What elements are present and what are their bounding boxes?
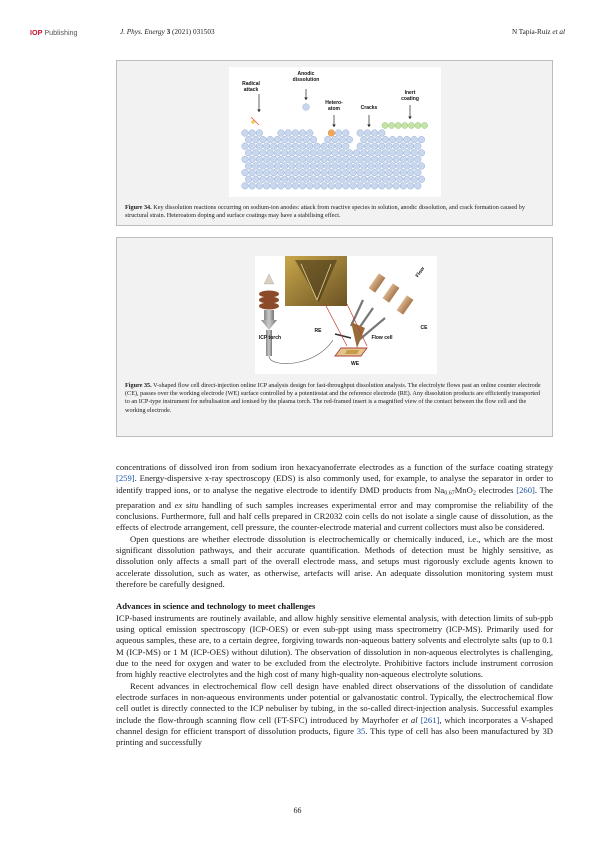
coating-atom bbox=[382, 123, 388, 129]
lattice-atom bbox=[314, 143, 321, 150]
lattice-atom bbox=[371, 169, 378, 176]
running-author: N Tapia-Ruiz et al bbox=[511, 28, 565, 36]
lattice-atom bbox=[335, 156, 342, 163]
lattice-atom bbox=[332, 136, 339, 143]
arrow-radical-head bbox=[257, 110, 261, 113]
running-header bbox=[30, 28, 565, 38]
lattice-atom bbox=[289, 136, 296, 143]
lattice-atom bbox=[389, 150, 396, 157]
lattice-atom bbox=[407, 143, 414, 150]
lattice-atom bbox=[299, 143, 306, 150]
coating-atom bbox=[415, 123, 421, 129]
lattice-atom bbox=[253, 150, 260, 157]
lattice-atom bbox=[292, 130, 299, 137]
label-ce: CE bbox=[420, 325, 428, 331]
lattice-atom bbox=[296, 163, 303, 170]
lattice-atom bbox=[289, 176, 296, 183]
lattice-atom bbox=[335, 130, 342, 137]
lattice-atom bbox=[404, 176, 411, 183]
lattice-atom bbox=[364, 183, 371, 190]
working-electrode-icon bbox=[335, 348, 367, 356]
lattice-atom bbox=[364, 169, 371, 176]
lattice-atom bbox=[245, 163, 252, 170]
arrow-heteroatom-head bbox=[332, 125, 336, 128]
lattice-atom bbox=[418, 150, 425, 157]
lattice-atom bbox=[357, 183, 364, 190]
lattice-atom bbox=[418, 176, 425, 183]
lattice-atom bbox=[253, 163, 260, 170]
lattice-atom bbox=[285, 130, 292, 137]
lattice-atom bbox=[278, 156, 285, 163]
lattice-atom bbox=[249, 183, 256, 190]
dissolved-atom bbox=[303, 104, 310, 111]
label-we: WE bbox=[350, 361, 360, 367]
lattice-atom bbox=[343, 143, 350, 150]
label-radical-attack: Radical attack bbox=[242, 81, 260, 93]
lattice-atom bbox=[299, 183, 306, 190]
lattice-atom bbox=[382, 176, 389, 183]
lattice-atom bbox=[249, 130, 256, 137]
lattice-atom bbox=[296, 176, 303, 183]
lattice-atom bbox=[267, 136, 274, 143]
lattice-atom bbox=[245, 150, 252, 157]
lattice-atom bbox=[393, 156, 400, 163]
lattice-atom bbox=[353, 163, 360, 170]
lattice-atom bbox=[353, 176, 360, 183]
lattice-atom bbox=[379, 183, 386, 190]
lattice-atom bbox=[350, 169, 357, 176]
label-flow-cell: Flow cell bbox=[371, 335, 393, 341]
lattice-atom bbox=[260, 150, 267, 157]
lattice-atom bbox=[346, 150, 353, 157]
lattice-atom bbox=[253, 176, 260, 183]
citation-260[interactable]: [260] bbox=[516, 484, 535, 495]
lattice-atom bbox=[339, 176, 346, 183]
lattice-atom bbox=[253, 136, 260, 143]
paragraph-3: ICP-based instruments are routinely available, and allow highly sensitive elemental analysis, with detection limits of sub-ppb using optical emission spectroscopy (ICP-OES) or even sub-ppt using mass spectrometry (ICP-MS). Primarily used for aqueous samples, these are, to a certain degree, forgiving towards non-aqueous battery solvents and electrolyte salts (up to 0.1 M (ICP-MS) or 1 M (ICP-OES) without dilution). The observation of dissolution in non-aqueous electrolytes is challenging, due to the need for oxygen and water to be excluded from the electrolyte. Prohibitive factors include instrument corrosion from highly reactive electrolytes and the high cost of many high-quality non-aqueous electrolyte solutions. bbox=[116, 612, 553, 680]
icp-torch-icon bbox=[259, 274, 279, 356]
lattice-atom bbox=[339, 163, 346, 170]
lattice-atom bbox=[350, 183, 357, 190]
lattice-atom bbox=[332, 176, 339, 183]
lattice-atom bbox=[299, 130, 306, 137]
lattice-atom bbox=[281, 176, 288, 183]
lattice-atom bbox=[339, 150, 346, 157]
lattice-atom bbox=[281, 150, 288, 157]
lattice-atom bbox=[368, 136, 375, 143]
lattice-atom bbox=[411, 136, 418, 143]
lattice-atom bbox=[256, 169, 263, 176]
lattice-atom bbox=[407, 183, 414, 190]
lattice-atom bbox=[375, 136, 382, 143]
lattice-atom bbox=[263, 156, 270, 163]
lattice-atom bbox=[307, 156, 314, 163]
lattice-atom bbox=[368, 150, 375, 157]
lattice-atom bbox=[361, 176, 368, 183]
arrow-coating-head bbox=[408, 117, 412, 120]
lattice-atom bbox=[314, 156, 321, 163]
lattice-atom bbox=[256, 183, 263, 190]
lattice-atom bbox=[382, 163, 389, 170]
lattice-atom bbox=[285, 183, 292, 190]
lattice-atom bbox=[278, 183, 285, 190]
lattice-atom bbox=[242, 183, 249, 190]
lattice-atom bbox=[364, 156, 371, 163]
lattice-atom bbox=[400, 183, 407, 190]
lattice-atom bbox=[389, 163, 396, 170]
paragraph-2: Open questions are whether electrode dissolution is electrochemically or chemically induced, i.e., which are the most significant dissolution pathways, and their accurate quantification. Methods of detection must be highly sensitive, as dissolution only affects a small part of the overall electrode mass, and setups must rigorously exclude agents known to accelerate dissolution, such as water, as otherwise, artefacts will arise. An adequate dissolution monitoring system must therefore be carefully designed. bbox=[116, 533, 553, 589]
lattice-atom bbox=[400, 169, 407, 176]
coating-atom bbox=[402, 123, 408, 129]
lattice-atom bbox=[289, 150, 296, 157]
lattice-atom bbox=[242, 130, 249, 137]
lattice-atom bbox=[281, 136, 288, 143]
lattice-atom bbox=[303, 176, 310, 183]
lattice-atom bbox=[350, 156, 357, 163]
lattice-atom bbox=[343, 156, 350, 163]
lattice-atom bbox=[339, 136, 346, 143]
lattice-atom bbox=[346, 163, 353, 170]
lattice-atom bbox=[343, 130, 350, 137]
lattice-atom bbox=[299, 156, 306, 163]
figure-34-caption: Figure 34. Key dissolution reactions occurring on sodium-ion anodes: attack from reactive species in solution, anodic dissolution, and crack formation caused by structural strain. Heteroatom doping and surface coatings may have a stabilising effect. bbox=[125, 204, 525, 220]
lattice-atom bbox=[343, 169, 350, 176]
lattice-atom bbox=[379, 169, 386, 176]
lattice-atom bbox=[411, 176, 418, 183]
lattice-atom bbox=[256, 130, 263, 137]
lattice-atom bbox=[407, 156, 414, 163]
paragraph-4: Recent advances in electrochemical flow cell design have enabled direct observations of the dissolution of candidate electrode surfaces in non-aqueous environments under potential or galvanostatic control. Typically, the electrochemical flow cell outlet is directly connected to the ICP nebuliser by tubing, in the so-called direct-injection analysis. Successful examples include the flow-through scanning flow cell (FT-SFC) introduced by Mayrhofer et al [261], which incorporates a V-shaped channel design for efficient transport of dissolution products, figure 35. This type of cell has also been manufactured by 3D printing and successfully bbox=[116, 680, 553, 748]
lattice-atom bbox=[285, 169, 292, 176]
lattice-atom bbox=[397, 176, 404, 183]
lattice-atom bbox=[400, 143, 407, 150]
lattice-atom bbox=[296, 150, 303, 157]
lattice-atom bbox=[386, 169, 393, 176]
lattice-atom bbox=[310, 176, 317, 183]
lattice-atom bbox=[335, 183, 342, 190]
lattice-atom bbox=[415, 183, 422, 190]
lattice-atom bbox=[371, 130, 378, 137]
lattice-atom bbox=[389, 176, 396, 183]
figure-34 bbox=[116, 60, 553, 226]
lattice-atom bbox=[328, 169, 335, 176]
lattice-atom bbox=[386, 183, 393, 190]
lattice-atom bbox=[368, 163, 375, 170]
lattice-atom bbox=[274, 136, 281, 143]
lattice-atom bbox=[245, 176, 252, 183]
publisher-logo: IOP Publishing bbox=[30, 28, 78, 37]
lattice-atom bbox=[382, 136, 389, 143]
lattice-atom bbox=[263, 183, 270, 190]
lattice-atom bbox=[271, 183, 278, 190]
lattice-atom bbox=[364, 143, 371, 150]
citation-259[interactable]: [259] bbox=[116, 473, 135, 484]
lattice-atom bbox=[375, 163, 382, 170]
coating-atom bbox=[389, 123, 395, 129]
figure-34-illustration bbox=[229, 67, 441, 197]
lattice-atom bbox=[274, 163, 281, 170]
lattice-atom bbox=[271, 169, 278, 176]
lattice-atom bbox=[267, 150, 274, 157]
lattice-atom bbox=[242, 143, 249, 150]
lattice-atom bbox=[404, 150, 411, 157]
lattice-atom bbox=[278, 169, 285, 176]
lattice-atom bbox=[335, 169, 342, 176]
lattice-atom bbox=[393, 183, 400, 190]
lattice-atom bbox=[328, 143, 335, 150]
lattice-atom bbox=[242, 169, 249, 176]
lattice-atom bbox=[418, 163, 425, 170]
lattice-atom bbox=[411, 163, 418, 170]
lattice-atom bbox=[397, 136, 404, 143]
lattice-atom bbox=[357, 169, 364, 176]
lattice-atom bbox=[271, 143, 278, 150]
lattice-atom bbox=[361, 150, 368, 157]
lattice-atom bbox=[310, 163, 317, 170]
paragraph-1: concentrations of dissolved iron from sodium iron hexacyanoferrate electrodes as a function of the surface coating strategy [259]. Energy-dispersive x-ray spectroscopy (EDS) is also commonly used, for example, to analyse the separator in order to identify trapped ions, or to analyse the negative electrode to identify DMD products from $Na_{0.67}MnO_2$ electrodes [260]. The preparation and ex situ handling of such samples increases experimental error and may compromise the reliability of the conclusions. Furthermore, full and half cells prepared in CR2032 coin cells do not isolate a single cause of dissolution, as the effects of electrode arrangement, cell pressure, the counter-electrode material and current collectors must also be considered. bbox=[116, 462, 553, 533]
lattice-atom bbox=[415, 143, 422, 150]
lattice-atom bbox=[260, 163, 267, 170]
lattice-atom bbox=[328, 156, 335, 163]
lattice-atom bbox=[299, 169, 306, 176]
arrow-cracks-head bbox=[367, 125, 371, 128]
lattice-atom bbox=[307, 169, 314, 176]
lattice-atom bbox=[263, 169, 270, 176]
coating-atom bbox=[395, 123, 401, 129]
lattice-atom bbox=[307, 183, 314, 190]
lattice-atom bbox=[303, 150, 310, 157]
lattice-atom bbox=[325, 136, 332, 143]
lattice-atom bbox=[296, 136, 303, 143]
lattice-atom bbox=[249, 169, 256, 176]
lattice-atom bbox=[256, 143, 263, 150]
lattice-atom bbox=[386, 143, 393, 150]
lattice-atom bbox=[307, 130, 314, 137]
lattice-atom bbox=[325, 150, 332, 157]
lattice-atom bbox=[379, 143, 386, 150]
label-icp-torch: ICP torch bbox=[258, 335, 282, 341]
lattice-atom bbox=[321, 169, 328, 176]
lattice-atom bbox=[404, 163, 411, 170]
lattice-atom bbox=[353, 150, 360, 157]
lattice-atom bbox=[285, 143, 292, 150]
lattice-atom bbox=[310, 150, 317, 157]
lattice-atom bbox=[267, 163, 274, 170]
lattice-atom bbox=[346, 176, 353, 183]
lattice-atom bbox=[361, 163, 368, 170]
lattice-atom bbox=[375, 176, 382, 183]
lattice-atom bbox=[325, 176, 332, 183]
lattice-atom bbox=[292, 169, 299, 176]
lattice-atom bbox=[242, 156, 249, 163]
lattice-atom bbox=[397, 150, 404, 157]
lattice-atom bbox=[404, 136, 411, 143]
lattice-atom bbox=[379, 156, 386, 163]
journal-citation: J. Phys. Energy 3 (2021) 031503 bbox=[120, 28, 215, 36]
lattice-atom bbox=[314, 169, 321, 176]
lattice-atom bbox=[397, 163, 404, 170]
lattice-atom bbox=[245, 136, 252, 143]
label-flow: Flow bbox=[414, 265, 427, 279]
lattice-atom bbox=[393, 169, 400, 176]
lattice-atom bbox=[256, 156, 263, 163]
lattice-atom bbox=[292, 183, 299, 190]
lattice-atom bbox=[357, 130, 364, 137]
lattice-atom bbox=[317, 150, 324, 157]
lattice-atom bbox=[379, 130, 386, 137]
lattice-atom bbox=[364, 130, 371, 137]
lattice-atom bbox=[271, 156, 278, 163]
lattice-atom bbox=[249, 143, 256, 150]
lattice-atom bbox=[314, 183, 321, 190]
lattice-atom bbox=[389, 136, 396, 143]
figure-35 bbox=[116, 237, 553, 437]
lattice-atom bbox=[292, 156, 299, 163]
lattice-atom bbox=[393, 143, 400, 150]
lattice-atom bbox=[382, 150, 389, 157]
lattice-atom bbox=[281, 163, 288, 170]
figure-35-caption: Figure 35. V-shaped flow cell direct-injection online ICP analysis design for fast-throughput dissolution analysis. The electrolyte flows past an online counter electrode (CE), passes over the working electrode (WE) surface controlled by a potentiostat and the reference electrode (RE). Any dissolution products are efficiently transported to an ICP-type instrument for nebulisation and ionised by the plasma torch. The red-framed insert is a magnified view of the contact between the flow cell and the working electrode. bbox=[125, 382, 541, 414]
lattice-atom bbox=[325, 163, 332, 170]
lattice-atom bbox=[274, 176, 281, 183]
label-anodic-dissolution: Anodic dissolution bbox=[292, 71, 320, 83]
heteroatom bbox=[328, 130, 335, 137]
lattice-atom bbox=[321, 183, 328, 190]
lattice-atom bbox=[400, 156, 407, 163]
lattice-atom bbox=[415, 169, 422, 176]
lattice-atom bbox=[332, 163, 339, 170]
lattice-atom bbox=[328, 183, 335, 190]
lattice-atom bbox=[260, 176, 267, 183]
citation-261[interactable]: [261] bbox=[420, 714, 440, 725]
lattice-atom bbox=[407, 169, 414, 176]
label-heteroatom: Hetero-atom bbox=[325, 100, 343, 112]
lattice-atom bbox=[274, 150, 281, 157]
lattice-atom bbox=[371, 156, 378, 163]
lattice-atom bbox=[303, 163, 310, 170]
lattice-atom bbox=[289, 163, 296, 170]
lattice-atom bbox=[335, 143, 342, 150]
lattice-atom bbox=[415, 156, 422, 163]
lattice-atom bbox=[317, 163, 324, 170]
lattice-atom bbox=[361, 136, 368, 143]
label-re: RE bbox=[314, 328, 322, 334]
lattice-atom bbox=[386, 156, 393, 163]
lattice-atom bbox=[346, 136, 353, 143]
lattice-atom bbox=[371, 183, 378, 190]
magnified-insert bbox=[285, 256, 347, 306]
lattice-atom bbox=[375, 150, 382, 157]
coating-atom bbox=[422, 123, 428, 129]
article-body bbox=[116, 462, 553, 749]
coating-atom bbox=[408, 123, 414, 129]
lattice-atom bbox=[310, 136, 317, 143]
lattice-atom bbox=[357, 143, 364, 150]
label-cracks: Cracks bbox=[360, 105, 378, 111]
lattice-atom bbox=[321, 156, 328, 163]
lattice-atom bbox=[368, 176, 375, 183]
lattice-atom bbox=[278, 143, 285, 150]
lattice-atom bbox=[332, 150, 339, 157]
lattice-atom bbox=[303, 136, 310, 143]
lattice-atom bbox=[317, 176, 324, 183]
lattice-atom bbox=[267, 176, 274, 183]
flow-cell-diagram bbox=[255, 256, 437, 374]
section-heading: Advances in science and technology to meet challenges bbox=[116, 601, 316, 612]
page-number: 66 bbox=[293, 806, 302, 815]
lattice-atom bbox=[411, 150, 418, 157]
lattice-atom bbox=[357, 156, 364, 163]
lattice-atom bbox=[307, 143, 314, 150]
label-inert-coating: Inert coating bbox=[401, 90, 419, 102]
figure-35-link[interactable]: 35 bbox=[356, 726, 366, 737]
lattice-atom bbox=[418, 136, 425, 143]
lattice-atom bbox=[371, 143, 378, 150]
lattice-atom bbox=[321, 143, 328, 150]
lattice-atom bbox=[343, 183, 350, 190]
arrow-anodic-head bbox=[304, 98, 308, 101]
lattice-atom bbox=[260, 136, 267, 143]
lattice-atom bbox=[263, 143, 270, 150]
lattice-atom bbox=[278, 130, 285, 137]
lattice-atom bbox=[292, 143, 299, 150]
lattice-atom bbox=[249, 156, 256, 163]
figure-35-illustration bbox=[255, 256, 437, 374]
lattice-atom bbox=[285, 156, 292, 163]
